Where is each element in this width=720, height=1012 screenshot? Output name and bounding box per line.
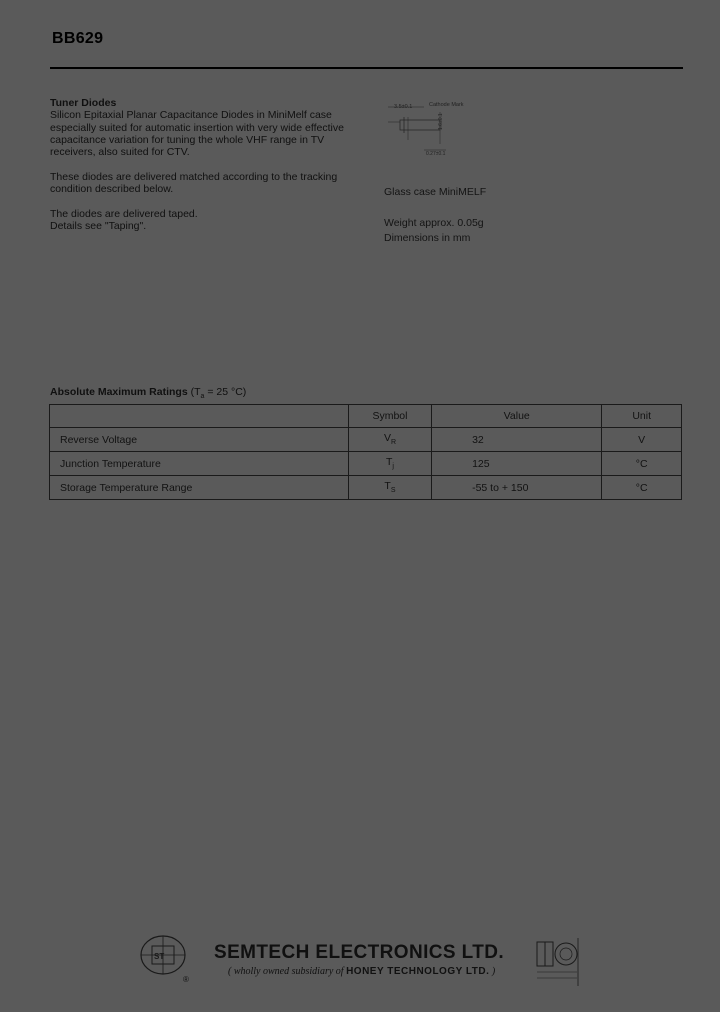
taped-section bbox=[50, 208, 350, 233]
subsidiary-note: ( wholly owned subsidiary of HONEY TECHNOLOGY LTD. ) bbox=[228, 966, 496, 977]
symbol-cell: $T_S$ bbox=[348, 476, 431, 500]
unit-cell: V bbox=[602, 428, 682, 452]
ratings-heading: Absolute Maximum Ratings bbox=[50, 386, 188, 398]
table-row bbox=[50, 428, 682, 452]
registered-mark: ® bbox=[183, 975, 189, 984]
ratings-condition: ($T_a = 25$ °C) bbox=[190, 386, 247, 401]
ratings-title bbox=[50, 386, 246, 400]
certification-mark-icon bbox=[535, 938, 579, 986]
page-title: BB629 bbox=[52, 30, 104, 47]
title-divider bbox=[50, 67, 683, 69]
symbol-header: Symbol bbox=[348, 405, 431, 428]
cathode-mark-label: Cathode Mark bbox=[429, 102, 464, 108]
company-logo-icon bbox=[137, 933, 189, 977]
package-info bbox=[384, 216, 484, 246]
length-label: 0.27±0.1 bbox=[426, 151, 446, 156]
table-header-row bbox=[50, 405, 682, 428]
param-header bbox=[50, 405, 349, 428]
company-name: SEMTECH ELECTRONICS LTD. bbox=[214, 942, 505, 963]
parent-company: HONEY TECHNOLOGY LTD. bbox=[346, 966, 490, 977]
case-type-text: Glass case MiniMELF bbox=[384, 186, 487, 198]
value-header: Value bbox=[432, 405, 602, 428]
unit-cell: °C bbox=[602, 452, 682, 476]
dimension-label: 3.5±0.1 bbox=[394, 104, 413, 110]
symbol-cell: $V_R$ bbox=[348, 428, 431, 452]
unit-header: Unit bbox=[602, 405, 682, 428]
diameter-label: 1.6±0.1 bbox=[438, 113, 444, 130]
section-heading: Tuner Diodes bbox=[50, 97, 117, 109]
value-cell: 32 bbox=[432, 428, 602, 452]
description-text: Silicon Epitaxial Planar Capacitance Diodes in MiniMelf case especially suited for automatic insertion with very wide effective capacitance variation for tuning the whole VHF range in TV receivers, also suited for CTV. bbox=[50, 109, 344, 159]
value-cell: 125 bbox=[432, 452, 602, 476]
value-cell: -55 to + 150 bbox=[432, 476, 602, 500]
svg-text:ST: ST bbox=[154, 952, 165, 961]
dimensions-note: Dimensions in mm bbox=[384, 232, 471, 244]
unit-cell: °C bbox=[602, 476, 682, 500]
param-cell: Reverse Voltage bbox=[50, 428, 349, 452]
taped-text: The diodes are delivered taped. bbox=[50, 208, 198, 220]
intro-section bbox=[50, 97, 350, 158]
weight-text: Weight approx. 0.05g bbox=[384, 217, 484, 229]
param-cell: Storage Temperature Range bbox=[50, 476, 349, 500]
taping-reference-text: Details see "Taping". bbox=[50, 220, 147, 233]
table-row bbox=[50, 476, 682, 500]
package-outline-drawing bbox=[384, 100, 474, 156]
table-row bbox=[50, 452, 682, 476]
symbol-cell: $T_j$ bbox=[348, 452, 431, 476]
matched-text: These diodes are delivered matched according to the tracking condition described below. bbox=[50, 171, 338, 196]
ratings-table bbox=[49, 404, 682, 500]
param-cell: Junction Temperature bbox=[50, 452, 349, 476]
